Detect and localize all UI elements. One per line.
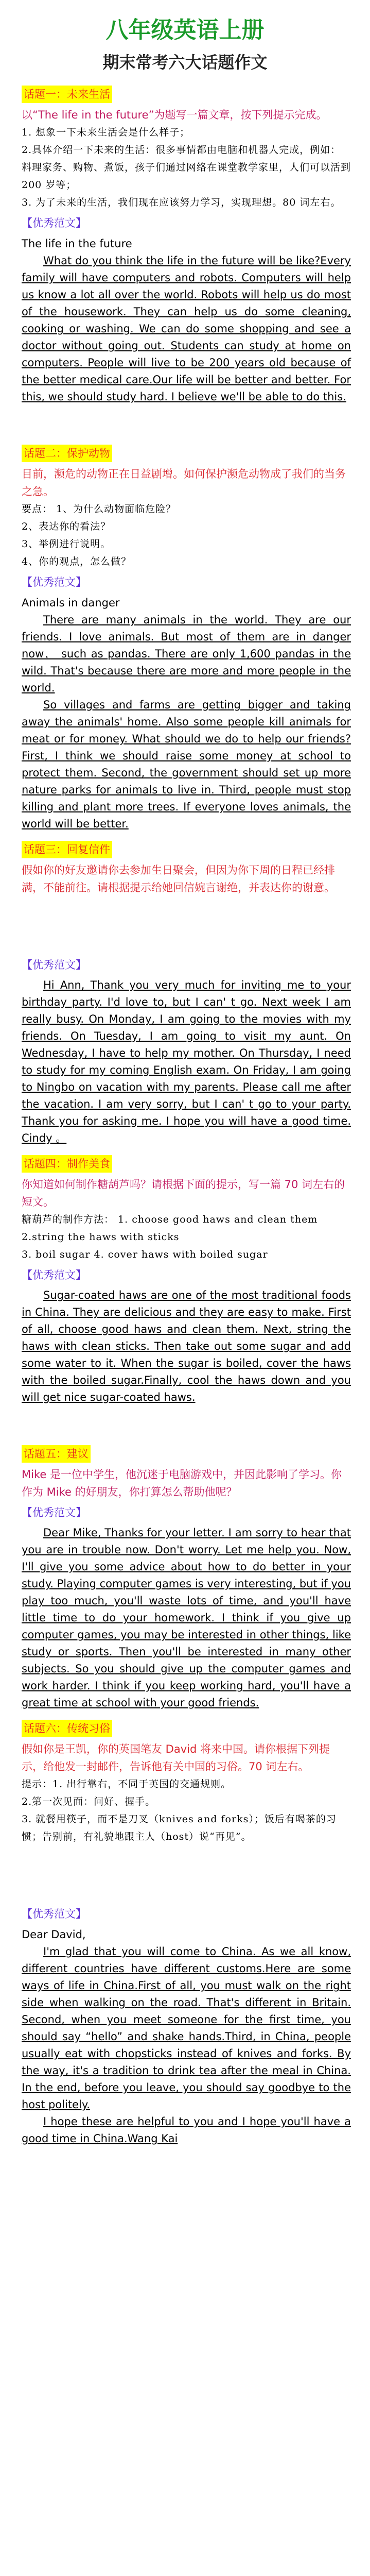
topic-2-req-2: 2、表达你的看法？ [22,521,111,532]
topic-4-essay-paragraph: Sugar-coated haws are one of the most traditional foods in China. They are delicious and they are easy to make. First of all, choose good haws and clean them. Next, string the haws with clean sticks. Then take out some sugar and add some water to it. When the sugar is boiled, cover the haws with the boiled sugar.Finally, cool the haws down and you will get nice sugar-coated haws. [22,1289,351,1403]
topic-5-model-heading: 【优秀范文】 [22,1506,86,1519]
topic-1-req-1: 1. 想象一下未来生活会是什么样子； [22,127,190,138]
topic-1-req-3: 3. 为了未来的生活，我们现在应该努力学习，实现理想。80 词左右。 [22,197,341,208]
document-header [0,15,370,74]
topic-1-essay [22,252,351,405]
topic-2-section [22,442,351,833]
topic-5-heading: 话题五：建议 [22,1445,91,1463]
topic-1-essay-title: The life in the future [22,238,132,250]
topic-2-essay-title: Animals in danger [22,597,120,609]
topic-1-essay-paragraph: What do you think the life in the future will be like?Every family will have computers and robots. Computers will help us know a lot all over the world. Robots will help us do most of the housework. They can help us do some cleaning, cooking or washing. We can do some shopping and see a doctor without going out. Students can study at home on computers. People will live to be 200 years old because of the better medical care.Our life will be better and better. For this, we should study hard. I believe we'll be able to do this. [22,255,351,403]
topic-2-req-3: 3、举例进行说明。 [22,538,111,550]
topic-2-req-4: 4、你的观点，怎么做？ [22,556,132,567]
topic-4-section [22,1152,351,1406]
topic-6-heading: 话题六：传统习俗 [22,1720,112,1737]
topic-6-essay-paragraph-2: I hope these are helpful to you and I hope you'll have a good time in China.Wang Kai [22,2115,351,2145]
topic-3-essay-paragraph: Hi Ann, Thank you very much for inviting me to your birthday party. I'd love to, but I can' t go. Next week I am really busy. On Monday, I am going to the movies with my friends. On Tuesday, I am going to visit my aunt. On Wednesday, I have to help my mother. On Thursday, I need to study for my coming English exam. On Friday, I am going to Ningbo on vacation with my parents. Please call me after the vacation. I am very sorry, but I can' t go to your party. Thank you for asking me. I hope you will have a good time. Cindy 。 [22,979,351,1144]
topic-6-req-1: 提示：1. 出行靠右，不同于英国的交通规则。 [22,1778,232,1790]
topic-3-section [22,838,351,1147]
topic-6-prompt: 假如你是王凯，你的英国笔友 David 将来中国。请你根据下列提示，给他发一封邮件，告诉他有关中国的习俗。70 词左右。 [22,1743,330,1773]
topic-4-essay [22,1287,351,1406]
topic-6-section [22,1717,351,2147]
topic-3-prompt: 假如你的好友邀请你去参加生日聚会，但因为你下周的日程已经排满，不能前往。请根据提示给她回信婉言谢绝，并表达你的谢意。 [22,864,335,894]
page-subtitle: 期末常考六大话题作文 [102,53,268,72]
topic-1-prompt: 以“The life in the future”为题写一篇文章，按下列提示完成。 [22,109,327,121]
topic-4-req-2: 2.string the haws with sticks [22,1231,180,1243]
topic-2-essay-paragraph-2: So villages and farms are getting bigger and taking away the animals' home. Also some people kill animals for meat or for money. What should we do to help our friends? First, I think we should raise some money at school to protect them. Second, the government should set up more nature parks for animals to live in. Third, people must stop killing and plant more trees. If everyone loves animals, the world will be better. [22,699,351,830]
spacer [22,411,351,442]
topic-2-req-1: 要点： 1、为什么动物面临危险？ [22,503,177,515]
topic-2-heading: 话题二：保护动物 [22,445,112,462]
topic-6-salutation: Dear David, [22,1928,86,1941]
topic-2-model-heading: 【优秀范文】 [22,576,86,588]
spacer [22,896,351,953]
topic-5-essay-paragraph: Dear Mike, Thanks for your letter. I am sorry to hear that you are in trouble now. Don't worry. Let me help you. Now, I'll give you some advice about how to do better in your study. Playing computer games is very interesting, but if you play too much, you'll waste lots of time, and you'll have little time to do your homework. I think if you give up computer games, you may be interested in other things, like study or sports. Then you'll be interested in many other subjects. So you should give up the computer games and work harder. I think if you keep working hard, you'll have a great time at school with your good friends. [22,1527,351,1709]
topic-1-model-heading: 【优秀范文】 [22,217,86,229]
spacer [22,1845,351,1902]
document-body [22,82,351,2153]
topic-1-heading: 话题一：未来生活 [22,86,112,103]
topic-3-heading: 话题三：回复信件 [22,841,112,858]
page-title: 八年级英语上册 [105,17,265,43]
topic-4-model-heading: 【优秀范文】 [22,1269,86,1281]
topic-3-model-heading: 【优秀范文】 [22,959,86,971]
topic-6-req-2: 2.第一次见面：问好、握手。 [22,1796,156,1807]
topic-4-req-3: 3. boil sugar 4. cover haws with boiled sugar [22,1249,268,1260]
topic-4-req-1: 糖葫芦的制作方法： 1. choose good haws and clean them [22,1214,318,1225]
topic-5-essay [22,1524,351,1711]
topic-4-prompt: 你知道如何制作糖葫芦吗？请根据下面的提示，写一篇 70 词左右的短文。 [22,1178,345,1208]
topic-6-essay-paragraph-1: I'm glad that you will come to China. As we all know, different countries have different customs.Here are some ways of life in China.First of all, you must walk on the right side when walking on the road. That's different in Britain. Second, when you meet someone for the first time, you should say “hello” and shake hands.Third, in China, people usually eat with chopsticks instead of knives and forks. By the way, it's a tradition to drink tea after the meal in China. In the end, before you leave, you should say goodbye to the host politely. [22,1945,351,2111]
topic-6-req-3: 3. 就餐用筷子，而不是刀叉（knives and forks）；饭后有喝茶的习惯；告别前，有礼貌地跟主人（host）说“再见”。 [22,1814,337,1842]
topic-6-model-heading: 【优秀范文】 [22,1908,86,1920]
topic-1-req-2: 2.具体介绍一下未来的生活：很多事情都由电脑和机器人完成，例如：料理家务、购物、煮饭，孩子们通过网络在课堂教学家里，人们可以活到 200 岁等； [22,144,351,191]
topic-5-section [22,1442,351,1711]
topic-2-essay [22,612,351,833]
topic-4-heading: 话题四：制作美食 [22,1155,112,1173]
topic-6-essay [22,1943,351,2147]
topic-2-essay-paragraph-1: There are many animals in the world. They are our friends. I love animals. But most of them are in danger now， such as pandas. There are only 1,600 pandas in the wild. That's because there are more and more people in the world. [22,614,351,694]
topic-5-prompt: Mike 是一位中学生，他沉迷于电脑游戏中，并因此影响了学习。你作为 Mike 的好朋友，你打算怎么帮助他呢？ [22,1468,342,1498]
topic-1-section [22,82,351,405]
topic-3-essay [22,977,351,1147]
topic-2-prompt: 目前，濒危的动物正在日益剧增。如何保护濒危动物成了我们的当务之急。 [22,468,346,498]
spacer [22,1411,351,1442]
